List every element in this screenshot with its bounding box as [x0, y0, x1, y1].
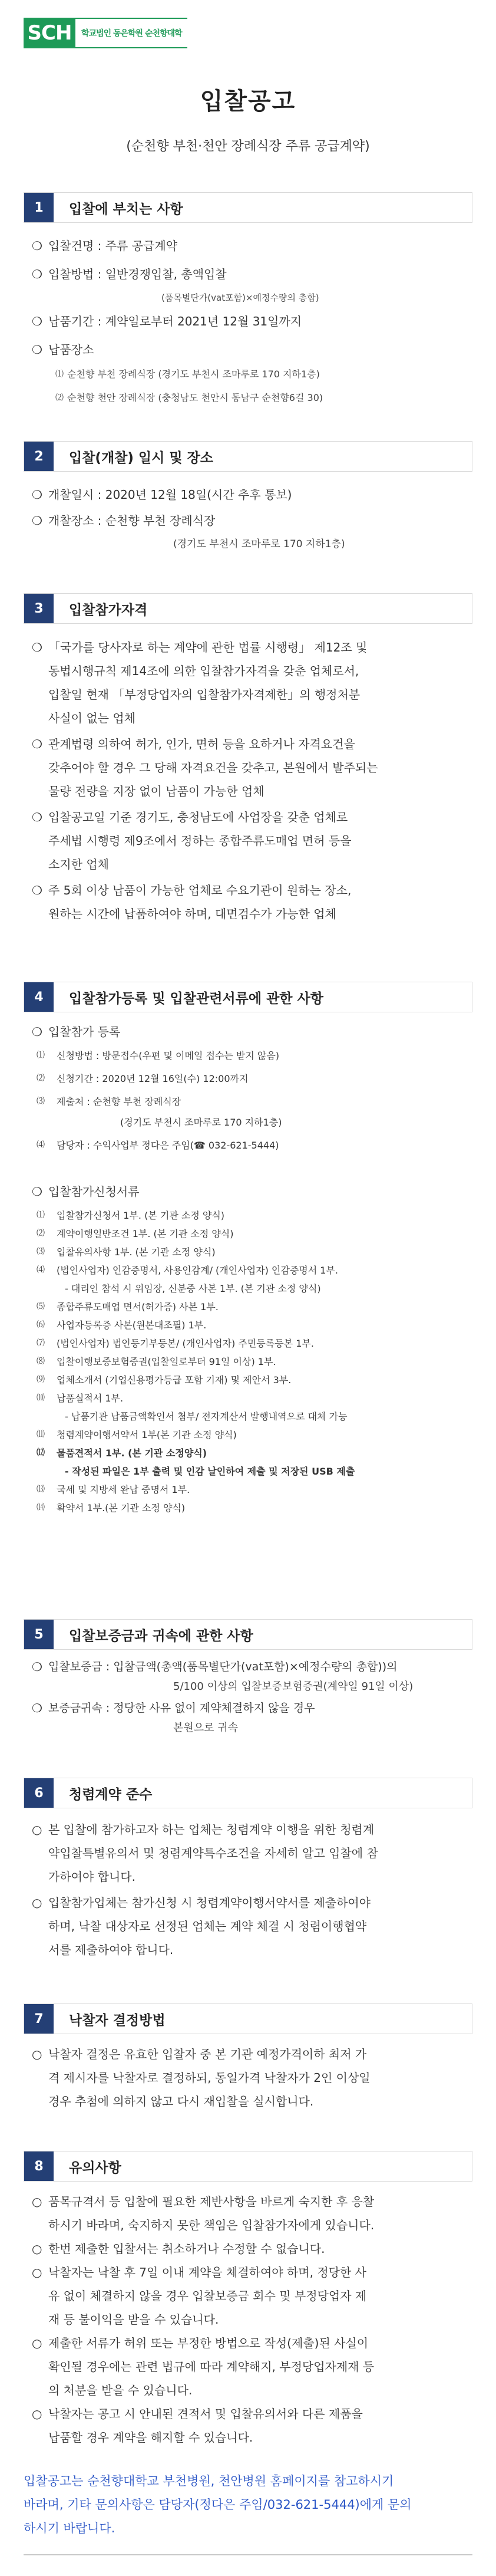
doc-item: ⑷ (법인사업자) 인감증명서, 사용인감계/ (개인사업자) 인감증명서 1부. — [37, 1265, 338, 1276]
doc-item: ⑵ 계약이행일반조건 1부. (본 기관 소정 양식) — [37, 1228, 234, 1239]
section-number: 4 — [24, 982, 54, 1012]
page-title: 입찰공고 — [200, 88, 296, 115]
doc-item: ⑻ 입찰이행보증보험증권(입찰일로부터 91일 이상) 1부. — [37, 1356, 276, 1367]
list-item: ❍ 납품기간 : 계약일로부터 2021년 12월 31일까지 — [32, 314, 302, 328]
section-7 — [24, 2003, 472, 2113]
section-2 — [24, 441, 472, 553]
section-3 — [24, 593, 472, 926]
section-number: 5 — [24, 1620, 54, 1649]
paragraph: ○ 낙찰자 결정은 유효한 입찰자 중 본 기관 예정가격이하 최저 가 격 제시자를 낙찰자로 결정하되, 동일가격 낙찰자가 2인 이상일 경우 추첨에 의하지 않고 다시 재입찰을 실시합니다. — [32, 2047, 371, 2108]
paragraph: ○ 입찰참가업체는 참가신청 시 청렴계약이행서약서를 제출하여야 하며, 낙찰 대상자로 선정된 업체는 계약 체결 시 청렴이행협약 서를 제출하여야 합니다. — [32, 1896, 371, 1957]
doc-item: ⑸ 종합주류도매업 면서(허가증) 사본 1부. — [37, 1301, 219, 1312]
section-title: 입찰참가자격 — [69, 602, 148, 618]
list-item: ❍ 입찰방법 : 일반경쟁입찰, 총액입찰 — [32, 267, 227, 281]
paragraph: ❍ 주 5회 이상 납품이 가능한 업체로 수요기관이 원하는 장소, 원하는 시간에 납품하여야 하며, 대면검수가 가능한 업체 — [32, 883, 352, 921]
list-item: ❍ 보증금귀속 : 정당한 사유 없이 계약체결하지 않을 경우 — [32, 1701, 315, 1715]
section-number: 2 — [24, 442, 54, 471]
sub-item: ⑴ 순천향 부천 장례식장 (경기도 부천시 조마루로 170 지하1층) — [55, 369, 320, 380]
sub-item-note: (경기도 부천시 조마루로 170 지하1층) — [120, 1117, 282, 1128]
list-item: ❍ 입찰참가신청서류 — [32, 1185, 140, 1199]
footer-line: 입찰공고는 순천향대학교 부천병원, 천안병원 홈페이지를 참고하시기 — [24, 2474, 394, 2488]
section-number: 7 — [24, 2004, 54, 2034]
section-title: 낙찰자 결정방법 — [69, 2012, 166, 2028]
logo-text: 학교법인 동은학원 순천향대학 — [75, 18, 187, 48]
sub-item: ⑴ 신청방법 : 방문접수(우편 및 이메일 접수는 받지 않음) — [37, 1050, 280, 1061]
section-header — [24, 1778, 472, 1808]
list-item: ❍ 입찰건명 : 주류 공급계약 — [32, 239, 178, 253]
sub-item: ⑷ 담당자 : 수익사업부 정다은 주임(☎ 032-621-5444) — [37, 1140, 279, 1151]
doc-item: ⑶ 입찰유의사항 1부. (본 기관 소정 양식) — [37, 1246, 216, 1258]
paragraph: ○ 낙찰자는 낙찰 후 7일 이내 계약을 체결하여야 하며, 정당한 사 유 없이 체결하지 않을 경우 입찰보증금 회수 및 부정당업자 제 재 등 불이익을 받을 수 있습니다. — [32, 2265, 367, 2327]
section-5 — [24, 1619, 472, 1737]
section-number: 3 — [24, 594, 54, 623]
section-header — [24, 192, 472, 223]
paragraph: ○ 품목규격서 등 입찰에 필요한 제반사항을 바르게 숙지한 후 응찰 하시기 바라며, 숙지하지 못한 책임은 입찰참가자에게 있습니다. — [32, 2195, 375, 2232]
doc-item: ⑴ 입찰참가신청서 1부. (본 기관 소정 양식) — [37, 1210, 225, 1221]
doc-item: ⑿ 물품견적서 1부. (본 기관 소정양식) — [37, 1447, 207, 1459]
section-title: 입찰참가등록 및 입찰관련서류에 관한 사항 — [69, 991, 323, 1006]
section-header — [24, 1619, 472, 1650]
doc-item: ⑽ 납품실적서 1부. — [37, 1393, 124, 1404]
paragraph: ○ 낙찰자는 공고 시 안내된 견적서 및 입찰유의서와 다른 제품을 납품할 경우 계약을 해지할 수 있습니다. — [32, 2407, 363, 2445]
bottom-divider — [24, 2554, 472, 2555]
doc-item: - 작성된 파일은 1부 출력 및 인감 날인하여 제출 및 저장된 USB 제출 — [65, 1466, 355, 1477]
doc-item: ⒀ 국세 및 지방세 완납 증명서 1부. — [37, 1484, 190, 1495]
doc-item: - 납품기관 납품금액확인서 첨부/ 전자계산서 발행내역으로 대체 가능 — [65, 1411, 348, 1422]
list-item-note: (경기도 부천시 조마루로 170 지하1층) — [173, 538, 345, 550]
section-1 — [24, 192, 472, 407]
sub-item: ⑶ 제출처 : 순천향 부천 장례식장 — [37, 1096, 181, 1107]
section-title: 입찰보증금과 귀속에 관한 사항 — [69, 1628, 253, 1644]
doc-item: - 대리인 참석 시 위임장, 신분증 사본 1부. (본 기관 소정 양식) — [65, 1283, 321, 1294]
list-item: ❍ 입찰보증금 : 입찰금액(총액(품목별단가(vat포함)×예정수량의 총합))의 — [32, 1660, 398, 1674]
section-header — [24, 441, 472, 472]
section-header — [24, 593, 472, 624]
section-header — [24, 2151, 472, 2182]
list-item-note: (품목별단가(vat포함)×예정수량의 총합) — [161, 292, 319, 303]
doc-item: ⑺ (법인사업자) 법인등기부등본/ (개인사업자) 주민등록등본 1부. — [37, 1338, 314, 1349]
section-4 — [24, 982, 472, 1517]
section-title: 유의사항 — [69, 2160, 121, 2176]
footer-line: 하시기 바랍니다. — [24, 2521, 115, 2535]
sub-item: ⑵ 신청기간 : 2020년 12월 16일(수) 12:00까지 — [37, 1073, 249, 1084]
doc-item: ⑹ 사업자등록증 사본(원본대조필) 1부. — [37, 1320, 207, 1331]
page-subtitle: (순천향 부천·천안 장례식장 주류 공급계약) — [126, 139, 370, 154]
list-item: ❍ 개찰일시 : 2020년 12월 18일(시간 추후 통보) — [32, 488, 292, 502]
section-6 — [24, 1778, 472, 1962]
section-title: 청렴계약 준수 — [69, 1787, 153, 1802]
list-item-note: 5/100 이상의 입찰보증보험증권(계약일 91일 이상) — [173, 1680, 414, 1693]
footer-line: 바라며, 기타 문의사항은 담당자(정다은 주임/032-621-5444)에게 문의 — [24, 2498, 412, 2512]
section-number: 6 — [24, 1778, 54, 1808]
section-number: 8 — [24, 2151, 54, 2181]
paragraph: ❍ 입찰공고일 기준 경기도, 충청남도에 사업장을 갖춘 업체로 주세법 시행령 제9조에서 정하는 종합주류도매업 면허 등을 소지한 업체 — [32, 810, 352, 871]
list-item-note: 본원으로 귀속 — [173, 1722, 239, 1734]
paragraph: ❍ 「국가를 당사자로 하는 계약에 관한 법률 시행령」 제12조 및 동법시행규칙 제14조에 의한 입찰참가자격을 갖춘 업체로서, 입찰일 현재 「부정당업자의 입찰참가자격제한」의 행정처분 사실이 없는 업체 — [32, 640, 368, 725]
sub-item: ⑵ 순천향 천안 장례식장 (충청남도 천안시 동남구 순천향6길 30) — [55, 392, 323, 403]
section-header — [24, 2003, 472, 2034]
doc-item: ⑾ 청렴계약이행서약서 1부(본 기관 소정 양식) — [37, 1429, 237, 1440]
header — [0, 0, 496, 71]
paragraph: ○ 한번 제출한 입찰서는 취소하거나 수정할 수 없습니다. — [32, 2242, 325, 2256]
section-number: 1 — [24, 193, 54, 222]
section-8 — [24, 2151, 472, 2449]
logo — [24, 18, 187, 48]
paragraph: ❍ 관계법령 의하여 허가, 인가, 면허 등을 요하거나 자격요건을 갖추어야 할 경우 그 당해 자격요건을 갖추고, 본원에서 발주되는 물량 전량을 지장 없이 납품이 가능한 업체 — [32, 737, 378, 798]
list-item: ❍ 입찰참가 등록 — [32, 1025, 121, 1039]
list-item: ❍ 개찰장소 : 순천향 부천 장례식장 — [32, 514, 216, 528]
section-title: 입찰(개찰) 일시 및 장소 — [69, 450, 214, 466]
section-header — [24, 982, 472, 1012]
footer-note — [24, 2469, 472, 2540]
section-title: 입찰에 부치는 사항 — [69, 201, 183, 217]
doc-item: ⑼ 업체소개서 (기업신용평가등급 포함 기재) 및 제안서 3부. — [37, 1374, 292, 1386]
list-item: ❍ 납품장소 — [32, 343, 94, 357]
paragraph: ○ 본 입찰에 참가하고자 하는 업체는 청렴계약 이행을 위한 청렴계 약입찰특별유의서 및 청렴계약특수조건을 자세히 알고 입찰에 참 가하여야 합니다. — [32, 1822, 378, 1884]
doc-item: ⒁ 확약서 1부.(본 기관 소정 양식) — [37, 1502, 186, 1514]
logo-mark: SCH — [24, 18, 75, 48]
paragraph: ○ 제출한 서류가 허위 또는 부정한 방법으로 작성(제출)된 사실이 확인될 경우에는 관련 법규에 따라 계약해지, 부정당업자제재 등 의 처분을 받을 수 있습니다. — [32, 2336, 375, 2397]
